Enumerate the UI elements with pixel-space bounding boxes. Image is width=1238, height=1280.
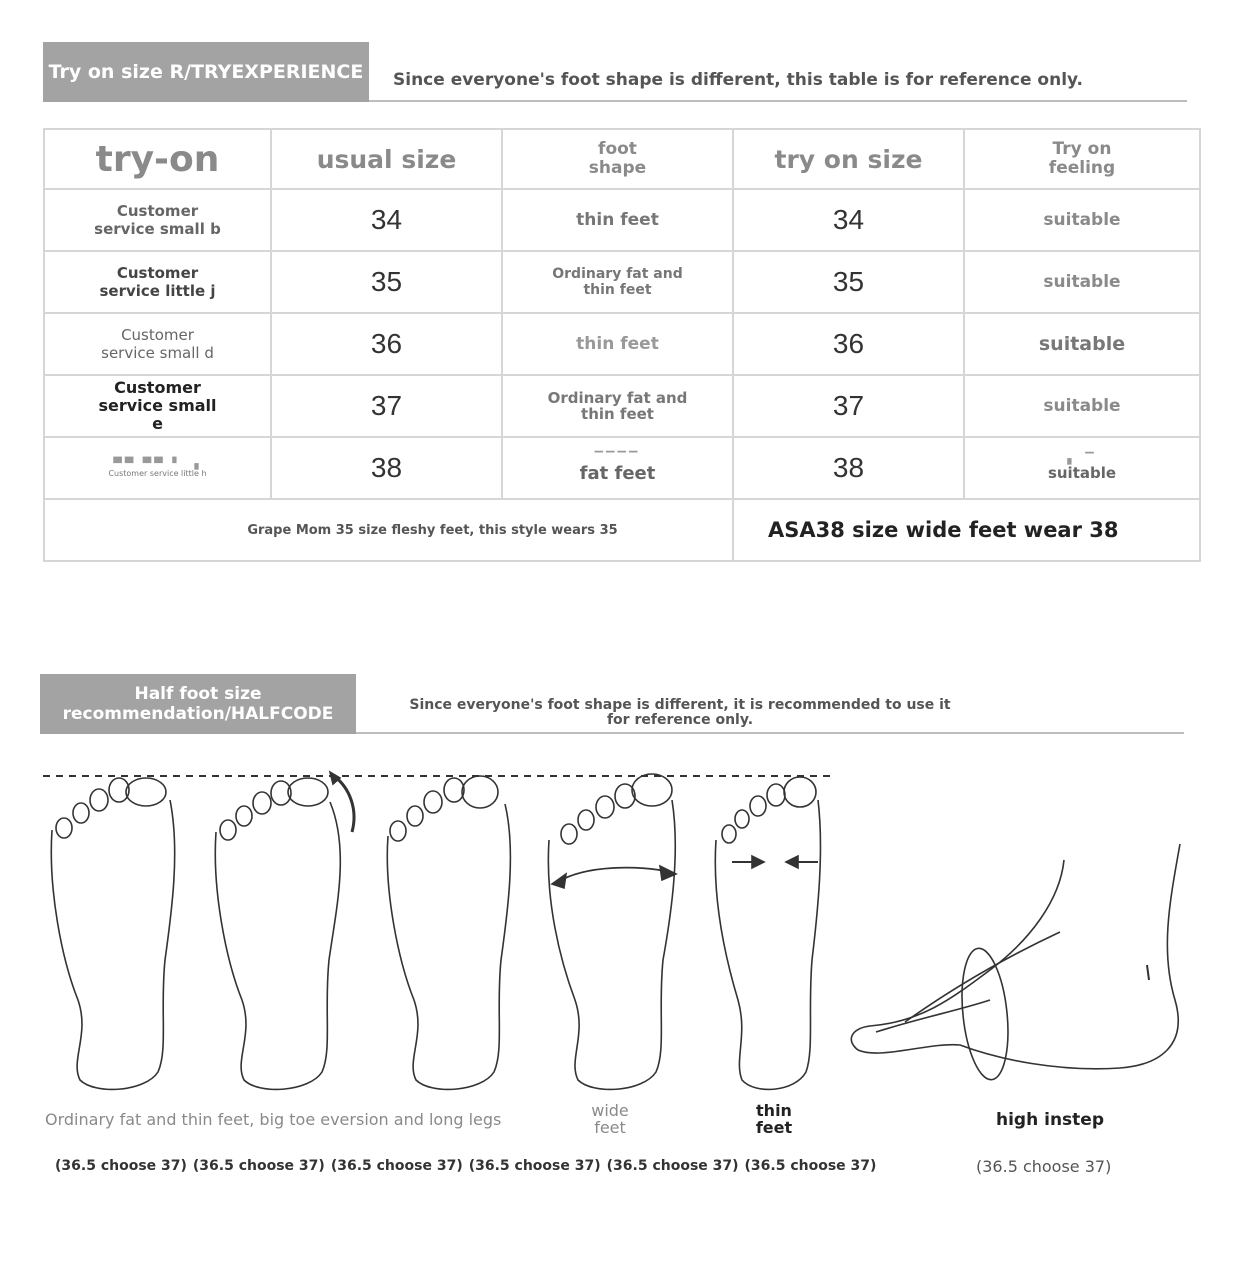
tester-name: Customer service small d [44,313,271,375]
foot-outline-2 [215,772,354,1089]
foot-shape: Ordinary fat and thin feet [502,251,733,313]
feeling: suitable [964,313,1200,375]
header-try-on-size: try on size [733,129,964,189]
tester-name: Customer service little j [44,251,271,313]
arrow-left-icon [552,874,566,888]
foot-illustrations [0,760,1238,1100]
divider [369,100,1187,102]
size-choose: (36.5 choose 37) [606,1158,739,1174]
size-choose-row [55,1158,876,1174]
table-row [44,375,1200,437]
table-row [44,437,1200,499]
foot-shape: ▔▔▔▔ fat feet [502,437,733,499]
size-choose: (36.5 choose 37) [468,1158,601,1174]
header-try-on: try-on [44,129,271,189]
feeling: suitable [964,189,1200,251]
tester-name: Customer service small b [44,189,271,251]
foot-shape: thin feet [502,313,733,375]
usual-size: 35 [271,251,502,313]
feeling: suitable [964,375,1200,437]
header-try-on-feeling: Try on feeling [964,129,1200,189]
header-foot-shape: foot shape [502,129,733,189]
section-note: Since everyone's foot shape is different, this table is for reference only. [393,70,1083,90]
table-header-row [44,129,1200,189]
obscured-text: ▖ ▔ [1067,452,1097,465]
table-footer-row [44,499,1200,561]
foot-shape: Ordinary fat and thin feet [502,375,733,437]
arrow-left-icon [786,856,798,868]
obscured-text: ▀▀ ▀▀ ▘ ▗ [113,456,202,470]
caption-high-instep: high instep [996,1110,1104,1130]
header-usual-size: usual size [271,129,502,189]
table-row [44,251,1200,313]
section-tab-try-on: Try on size R/TRYEXPERIENCE [43,42,369,102]
usual-size: 36 [271,313,502,375]
table-row [44,189,1200,251]
try-size: 38 [733,437,964,499]
size-choose-instep: (36.5 choose 37) [976,1157,1112,1176]
usual-size: 38 [271,437,502,499]
size-choose: (36.5 choose 37) [55,1158,187,1174]
footer-note-left: Grape Mom 35 size fleshy feet, this style wears 35 [44,499,733,561]
try-size: 34 [733,189,964,251]
caption-thin-feet: thin feet [755,1101,793,1137]
caption-ordinary-feet: Ordinary fat and thin feet, big toe eversion and long legs [45,1110,502,1129]
tester-name: Customer service small e [44,375,271,437]
table-row [44,313,1200,375]
foot-side-view [851,844,1180,1082]
foot-outline-3 [387,776,510,1089]
arrow-right-icon [752,856,764,868]
feeling: ▖ ▔ suitable [964,437,1200,499]
section-note: Since everyone's foot shape is different, it is recommended to use it for reference only. [409,697,951,728]
foot-shape: thin feet [502,189,733,251]
obscured-text: ▔▔▔▔ [594,450,641,464]
footer-note-right: ASA38 size wide feet wear 38 [733,499,1200,561]
size-choose: (36.5 choose 37) [330,1158,463,1174]
caption-wide-feet: wide feet [591,1101,629,1137]
usual-size: 34 [271,189,502,251]
foot-outline-1 [51,778,174,1089]
tester-name: ▀▀ ▀▀ ▘ ▗ Customer service little h [44,437,271,499]
divider [356,732,1184,734]
try-size: 37 [733,375,964,437]
try-size: 36 [733,313,964,375]
try-on-size-table [43,128,1201,562]
size-choose: (36.5 choose 37) [744,1158,877,1174]
section-tab-half-size: Half foot size recommendation/HALFCODE [40,674,356,734]
foot-outline-thin [715,777,820,1089]
feeling: suitable [964,251,1200,313]
foot-outline-wide [548,774,676,1089]
try-size: 35 [733,251,964,313]
size-choose: (36.5 choose 37) [192,1158,325,1174]
usual-size: 37 [271,375,502,437]
